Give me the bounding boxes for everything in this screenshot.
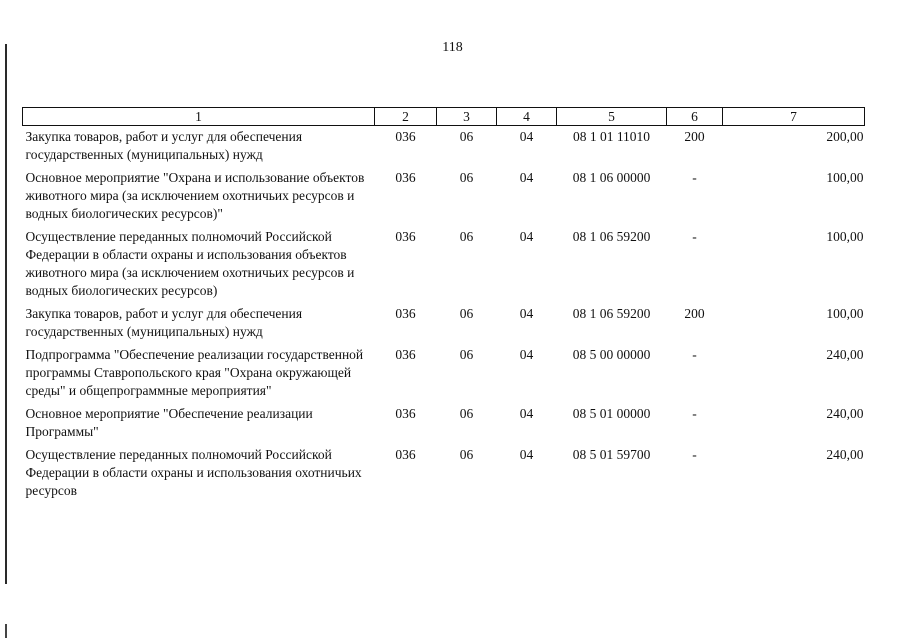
row-target-article: 08 1 01 11010	[572, 129, 651, 144]
column-header-7: 7	[723, 108, 865, 126]
table-row	[23, 167, 865, 226]
row-subsection-code: 04	[519, 129, 534, 144]
row-amount: 100,00	[826, 170, 864, 185]
row-section-code: 06	[459, 447, 474, 462]
row-ministry-code: 036	[395, 447, 416, 462]
table-body	[23, 126, 865, 504]
column-header-6: 6	[667, 108, 723, 126]
row-ministry-code: 036	[395, 347, 416, 362]
row-target-article: 08 1 06 59200	[572, 306, 651, 321]
row-target-article: 08 5 01 59700	[572, 447, 651, 462]
row-target-article: 08 1 06 00000	[572, 170, 651, 185]
row-expense-type: -	[692, 406, 697, 421]
row-subsection-code: 04	[519, 306, 534, 321]
header-row	[23, 108, 865, 126]
row-target-article: 08 5 01 00000	[572, 406, 651, 421]
row-ministry-code: 036	[395, 406, 416, 421]
row-target-article: 08 1 06 59200	[572, 229, 651, 244]
row-expense-type: 200	[684, 306, 705, 321]
scan-left-edge	[5, 44, 7, 584]
row-amount: 240,00	[826, 447, 864, 462]
row-amount: 240,00	[826, 406, 864, 421]
column-header-3: 3	[437, 108, 497, 126]
row-name: Закупка товаров, работ и услуг для обеспечения государственных (муниципальных) нужд	[25, 306, 303, 339]
row-amount: 200,00	[826, 129, 864, 144]
row-name: Подпрограмма "Обеспечение реализации государственной программы Ставропольского края "Охрана окружающей среды" и общепрограммные мероприятия"	[25, 347, 364, 398]
row-subsection-code: 04	[519, 347, 534, 362]
row-amount: 100,00	[826, 306, 864, 321]
table-row	[23, 444, 865, 503]
page-number: 118	[442, 40, 463, 55]
row-expense-type: 200	[684, 129, 705, 144]
row-section-code: 06	[459, 129, 474, 144]
row-ministry-code: 036	[395, 229, 416, 244]
row-expense-type: -	[692, 229, 697, 244]
scan-edge-mark	[5, 624, 7, 638]
row-ministry-code: 036	[395, 306, 416, 321]
row-target-article: 08 5 00 00000	[572, 347, 651, 362]
column-header-1: 1	[23, 108, 375, 126]
column-header-2: 2	[375, 108, 437, 126]
row-section-code: 06	[459, 170, 474, 185]
table-row	[23, 303, 865, 344]
table-row	[23, 226, 865, 303]
row-subsection-code: 04	[519, 229, 534, 244]
row-subsection-code: 04	[519, 406, 534, 421]
row-subsection-code: 04	[519, 170, 534, 185]
row-section-code: 06	[459, 229, 474, 244]
row-expense-type: -	[692, 447, 697, 462]
row-expense-type: -	[692, 347, 697, 362]
row-section-code: 06	[459, 406, 474, 421]
column-header-5: 5	[557, 108, 667, 126]
table-row	[23, 126, 865, 168]
row-name: Осуществление переданных полномочий Российской Федерации в области охраны и использования объектов животного мира (за исключением охотничьих ресурсов и водных биологических ресурсов)	[25, 229, 355, 298]
row-name: Основное мероприятие "Охрана и использование объектов животного мира (за исключением охотничьих ресурсов и водных биологических ресурсов)"	[25, 170, 365, 221]
row-section-code: 06	[459, 306, 474, 321]
row-name: Основное мероприятие "Обеспечение реализации Программы"	[25, 406, 313, 439]
table-row	[23, 403, 865, 444]
row-ministry-code: 036	[395, 170, 416, 185]
row-ministry-code: 036	[395, 129, 416, 144]
row-amount: 240,00	[826, 347, 864, 362]
row-amount: 100,00	[826, 229, 864, 244]
table-row	[23, 344, 865, 403]
table-header	[23, 108, 865, 126]
row-name: Закупка товаров, работ и услуг для обеспечения государственных (муниципальных) нужд	[25, 129, 303, 162]
row-subsection-code: 04	[519, 447, 534, 462]
row-section-code: 06	[459, 347, 474, 362]
column-header-4: 4	[497, 108, 557, 126]
row-expense-type: -	[692, 170, 697, 185]
row-name: Осуществление переданных полномочий Российской Федерации в области охраны и использования охотничьих ресурсов	[25, 447, 362, 498]
budget-table	[22, 107, 865, 503]
